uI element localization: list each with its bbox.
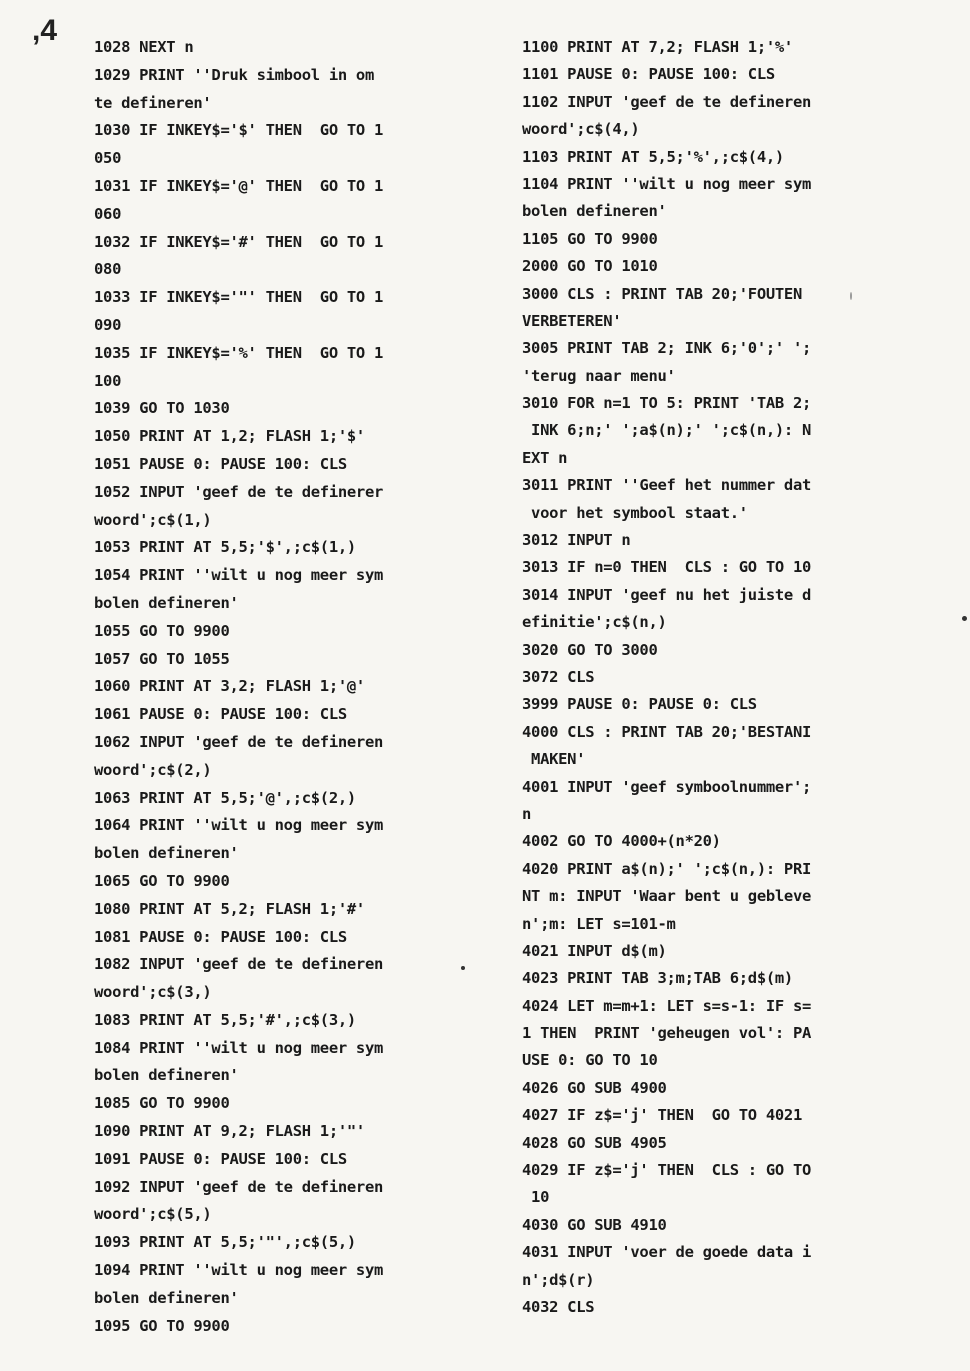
code-line: n';m: LET s=101-m (522, 914, 676, 933)
code-line: bolen defineren' (94, 844, 239, 863)
code-line: 1085 GO TO 9900 (94, 1094, 230, 1113)
code-line: 4030 GO SUB 4910 (522, 1215, 667, 1234)
code-line: 2000 GO TO 1010 (522, 257, 658, 276)
code-line: 3072 CLS (522, 667, 595, 686)
code-line: 4021 INPUT d$(m) (522, 941, 667, 960)
code-line: 1095 GO TO 9900 (94, 1316, 230, 1335)
code-line: bolen defineren' (94, 593, 239, 612)
code-line: voor het symbool staat.' (522, 503, 748, 522)
code-line: 1080 PRINT AT 5,2; FLASH 1;'#' (94, 899, 365, 918)
code-line: 'terug naar menu' (522, 366, 676, 385)
code-line: 1050 PRINT AT 1,2; FLASH 1;'$' (94, 427, 365, 446)
code-line: 1061 PAUSE 0: PAUSE 100: CLS (94, 705, 347, 724)
code-line: 1065 GO TO 9900 (94, 871, 230, 890)
code-line: 1035 IF INKEY$='%' THEN GO TO 1 (94, 343, 384, 362)
code-line: 1084 PRINT ''wilt u nog meer sym (94, 1038, 384, 1057)
code-line: 1101 PAUSE 0: PAUSE 100: CLS (522, 65, 775, 84)
code-line: bolen defineren' (522, 202, 667, 221)
code-line: 4029 IF z$='j' THEN CLS : GO TO (522, 1161, 812, 1180)
code-line: 4024 LET m=m+1: LET s=s-1: IF s= (522, 996, 812, 1015)
scan-speck (850, 292, 852, 300)
code-line: 3999 PAUSE 0: PAUSE 0: CLS (522, 695, 757, 714)
code-line: woord';c$(3,) (94, 983, 212, 1002)
code-line: 090 (94, 315, 122, 334)
code-line: 1057 GO TO 1055 (94, 649, 230, 668)
code-line: 1062 INPUT 'geef de te defineren (94, 732, 384, 751)
code-line: 1104 PRINT ''wilt u nog meer sym (522, 174, 812, 193)
code-line: 1051 PAUSE 0: PAUSE 100: CLS (94, 454, 347, 473)
code-line: 4026 GO SUB 4900 (522, 1078, 667, 1097)
code-line: 4032 CLS (522, 1297, 595, 1316)
code-line: 4028 GO SUB 4905 (522, 1133, 667, 1152)
code-line: 1 THEN PRINT 'geheugen vol': PA (522, 1024, 812, 1043)
code-line: 1094 PRINT ''wilt u nog meer sym (94, 1261, 384, 1280)
code-line: efinitie';c$(n,) (522, 613, 667, 632)
code-line: 1031 IF INKEY$='@' THEN GO TO 1 (94, 176, 384, 195)
code-line: 4027 IF z$='j' THEN GO TO 4021 (522, 1106, 802, 1125)
code-line: 1091 PAUSE 0: PAUSE 100: CLS (94, 1149, 347, 1168)
code-line: USE 0: GO TO 10 (522, 1051, 658, 1070)
code-line: 1052 INPUT 'geef de te definerer (94, 482, 384, 501)
code-line: 3005 PRINT TAB 2; INK 6;'0';' '; (522, 339, 812, 358)
code-line: 1054 PRINT ''wilt u nog meer sym (94, 566, 384, 585)
code-line: 4001 INPUT 'geef symboolnummer'; (522, 777, 812, 796)
code-line: 1053 PRINT AT 5,5;'$',;c$(1,) (94, 538, 356, 557)
code-line: te defineren' (94, 93, 212, 112)
code-line: 1083 PRINT AT 5,5;'#',;c$(3,) (94, 1010, 356, 1029)
code-line: woord';c$(5,) (94, 1205, 212, 1224)
code-line: 050 (94, 149, 122, 168)
code-line: VERBETEREN' (522, 311, 622, 330)
code-line: 1090 PRINT AT 9,2; FLASH 1;'"' (94, 1122, 365, 1141)
code-line: 3014 INPUT 'geef nu het juiste d (522, 585, 812, 604)
code-line: 1064 PRINT ''wilt u nog meer sym (94, 816, 384, 835)
code-line: 10 (522, 1188, 550, 1207)
code-line: 3020 GO TO 3000 (522, 640, 658, 659)
code-line: 3013 IF n=0 THEN CLS : GO TO 10 (522, 558, 812, 577)
code-line: 060 (94, 204, 122, 223)
code-line: 3012 INPUT n (522, 531, 631, 550)
code-line: 1028 NEXT n (94, 38, 194, 56)
code-line: 1033 IF INKEY$='"' THEN GO TO 1 (94, 288, 384, 307)
listing-left-column (94, 34, 414, 1340)
code-line: 4000 CLS : PRINT TAB 20;'BESTANI (522, 722, 812, 741)
code-line: 1103 PRINT AT 5,5;'%',;c$(4,) (522, 147, 784, 166)
code-line: woord';c$(2,) (94, 760, 212, 779)
code-line: 1029 PRINT ''Druk simbool in om (94, 65, 374, 84)
code-line: MAKEN' (522, 750, 586, 769)
code-line: 080 (94, 260, 122, 279)
code-line: 3000 CLS : PRINT TAB 20;'FOUTEN (522, 284, 802, 303)
code-line: 1060 PRINT AT 3,2; FLASH 1;'@' (94, 677, 365, 696)
code-line: 1093 PRINT AT 5,5;'"',;c$(5,) (94, 1233, 356, 1252)
code-line: 1032 IF INKEY$='#' THEN GO TO 1 (94, 232, 384, 251)
code-line: 1081 PAUSE 0: PAUSE 100: CLS (94, 927, 347, 946)
code-line: 3011 PRINT ''Geef het nummer dat (522, 476, 812, 495)
code-line: 1039 GO TO 1030 (94, 399, 230, 418)
code-line: 1105 GO TO 9900 (522, 229, 658, 248)
page-number: ,4 (32, 14, 58, 47)
code-line: n';d$(r) (522, 1270, 595, 1289)
code-line: 4020 PRINT a$(n);' ';c$(n,): PRI (522, 859, 812, 878)
code-line: bolen defineren' (94, 1066, 239, 1085)
code-line: 4031 INPUT 'voer de goede data i (522, 1243, 812, 1262)
code-line: woord';c$(1,) (94, 510, 212, 529)
code-line: 4002 GO TO 4000+(n*20) (522, 832, 721, 851)
code-line: 1082 INPUT 'geef de te defineren (94, 955, 384, 974)
code-line: 1063 PRINT AT 5,5;'@',;c$(2,) (94, 788, 356, 807)
code-line: 4023 PRINT TAB 3;m;TAB 6;d$(m) (522, 969, 793, 988)
code-line: 1030 IF INKEY$='$' THEN GO TO 1 (94, 121, 384, 140)
code-line: 1100 PRINT AT 7,2; FLASH 1;'%' (522, 38, 793, 56)
code-line: EXT n (522, 448, 568, 467)
code-line: bolen defineren' (94, 1288, 239, 1307)
scan-speck (461, 966, 465, 970)
code-line: 100 (94, 371, 122, 390)
code-line: 1092 INPUT 'geef de te defineren (94, 1177, 384, 1196)
code-line: NT m: INPUT 'Waar bent u gebleve (522, 887, 812, 906)
code-line: woord';c$(4,) (522, 120, 640, 139)
code-line: 1102 INPUT 'geef de te defineren (522, 92, 812, 111)
code-line: n (522, 804, 532, 823)
code-line: 3010 FOR n=1 TO 5: PRINT 'TAB 2; (522, 394, 812, 413)
code-line: 1055 GO TO 9900 (94, 621, 230, 640)
listing-right-column (522, 34, 832, 1321)
code-line: INK 6;n;' ';a$(n);' ';c$(n,): N (522, 421, 812, 440)
scan-speck (962, 616, 967, 621)
